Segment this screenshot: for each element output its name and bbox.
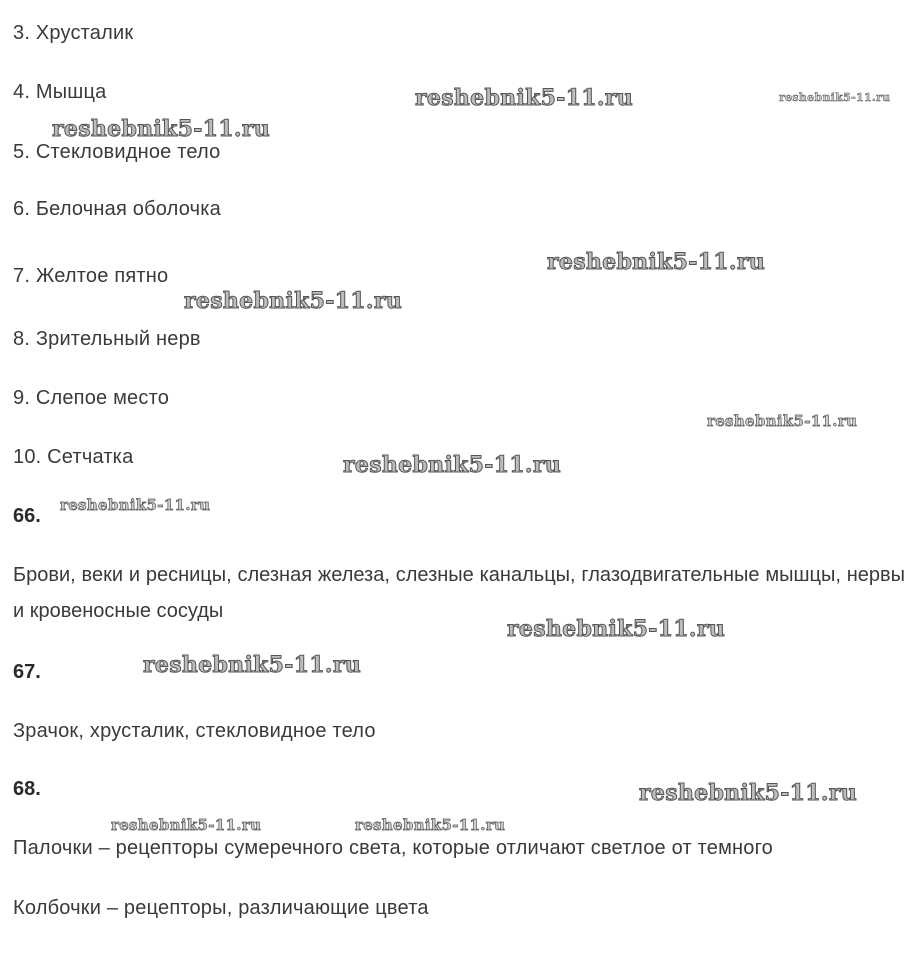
watermark: reshebnik5-11.ru — [547, 249, 766, 275]
watermark: reshebnik5-11.ru — [639, 780, 858, 806]
watermark: reshebnik5-11.ru — [355, 816, 506, 834]
watermark: reshebnik5-11.ru — [707, 412, 858, 430]
section-67-number: 67. — [13, 661, 41, 683]
section-68-text-1: Палочки – рецепторы сумеречного света, которые отличают светлое от темного — [13, 837, 773, 859]
section-66-number: 66. — [13, 505, 41, 527]
watermark: reshebnik5-11.ru — [184, 288, 403, 314]
section-68-number: 68. — [13, 778, 41, 800]
watermark: reshebnik5-11.ru — [507, 616, 726, 642]
watermark: reshebnik5-11.ru — [143, 652, 362, 678]
list-item-5: 5. Стекловидное тело — [13, 141, 221, 163]
section-68-text-2: Колбочки – рецепторы, различающие цвета — [13, 897, 429, 919]
watermark: reshebnik5-11.ru — [60, 496, 211, 514]
watermark: reshebnik5-11.ru — [343, 452, 562, 478]
section-67-text: Зрачок, хрусталик, стекловидное тело — [13, 720, 376, 742]
watermark: reshebnik5-11.ru — [52, 116, 271, 142]
watermark: reshebnik5-11.ru — [779, 91, 891, 104]
section-66-text: Брови, веки и ресницы, слезная железа, слезные канальцы, глазодвигательные мышцы, нервы и кровеносные сосуды — [13, 564, 905, 622]
list-item-6: 6. Белочная оболочка — [13, 198, 221, 220]
list-item-8: 8. Зрительный нерв — [13, 328, 201, 350]
watermark: reshebnik5-11.ru — [111, 816, 262, 834]
list-item-9: 9. Слепое место — [13, 387, 170, 409]
list-item-4: 4. Мышца — [13, 81, 107, 103]
list-item-10: 10. Сетчатка — [13, 446, 134, 468]
watermark: reshebnik5-11.ru — [415, 85, 634, 111]
list-item-7: 7. Желтое пятно — [13, 265, 169, 287]
list-item-3: 3. Хрусталик — [13, 22, 134, 44]
